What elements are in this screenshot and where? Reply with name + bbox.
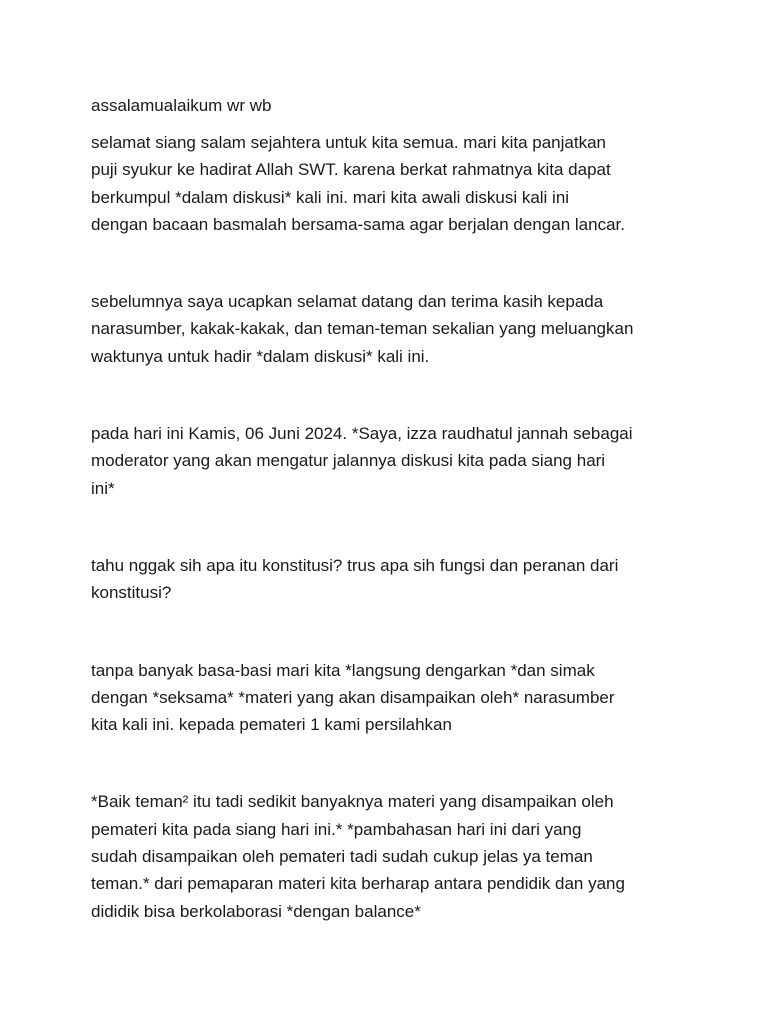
text-line: kita kali ini. kepada pemateri 1 kami persilahkan <box>91 715 452 735</box>
text-line: sebelumnya saya ucapkan selamat datang dan terima kasih kepada <box>91 292 604 312</box>
text-line: berkumpul *dalam diskusi* kali ini. mari kita awali diskusi kali ini <box>91 187 570 207</box>
text-line: selamat siang salam sejahtera untuk kita semua. mari kita panjatkan <box>91 133 606 152</box>
text-line: teman.* dari pemaparan materi kita berharap antara pendidik dan yang <box>91 874 625 894</box>
greeting-text: assalamualaikum wr wb <box>91 96 272 115</box>
speaker-invitation-paragraph <box>91 657 691 739</box>
moderator-intro-paragraph <box>91 420 691 502</box>
text-line: ini* <box>91 478 115 498</box>
document-page <box>91 92 691 925</box>
text-line: pemateri kita pada siang hari ini.* *pambahasan hari ini dari yang <box>91 819 582 839</box>
text-line: dengan *seksama* *materi yang akan disampaikan oleh* narasumber <box>91 687 615 707</box>
opening-paragraph <box>91 129 691 238</box>
welcome-paragraph <box>91 288 691 370</box>
text-line: pada hari ini Kamis, 06 Juni 2024. *Saya, izza raudhatul jannah sebagai <box>91 424 633 444</box>
text-line: moderator yang akan mengatur jalannya diskusi kita pada siang hari <box>91 451 606 471</box>
text-line: waktunya untuk hadir *dalam diskusi* kali ini. <box>91 346 430 366</box>
text-line: tahu nggak sih apa itu konstitusi? trus apa sih fungsi dan peranan dari <box>91 555 619 575</box>
text-line: narasumber, kakak-kakak, dan teman-teman sekalian yang meluangkan <box>91 319 634 339</box>
closing-paragraph <box>91 788 691 924</box>
text-line: tanpa banyak basa-basi mari kita *langsung dengarkan *dan simak <box>91 660 595 680</box>
text-line: dididik bisa berkolaborasi *dengan balance* <box>91 901 421 921</box>
text-line: konstitusi? <box>91 583 172 603</box>
text-line: sudah disampaikan oleh pemateri tadi sudah cukup jelas ya teman <box>91 847 593 867</box>
text-line: *Baik teman² itu tadi sedikit banyaknya materi yang disampaikan oleh <box>91 792 614 812</box>
text-line: dengan bacaan basmalah bersama-sama agar berjalan dengan lancar. <box>91 214 625 234</box>
text-line: puji syukur ke hadirat Allah SWT. karena berkat rahmatnya kita dapat <box>91 160 611 180</box>
question-paragraph <box>91 552 691 607</box>
